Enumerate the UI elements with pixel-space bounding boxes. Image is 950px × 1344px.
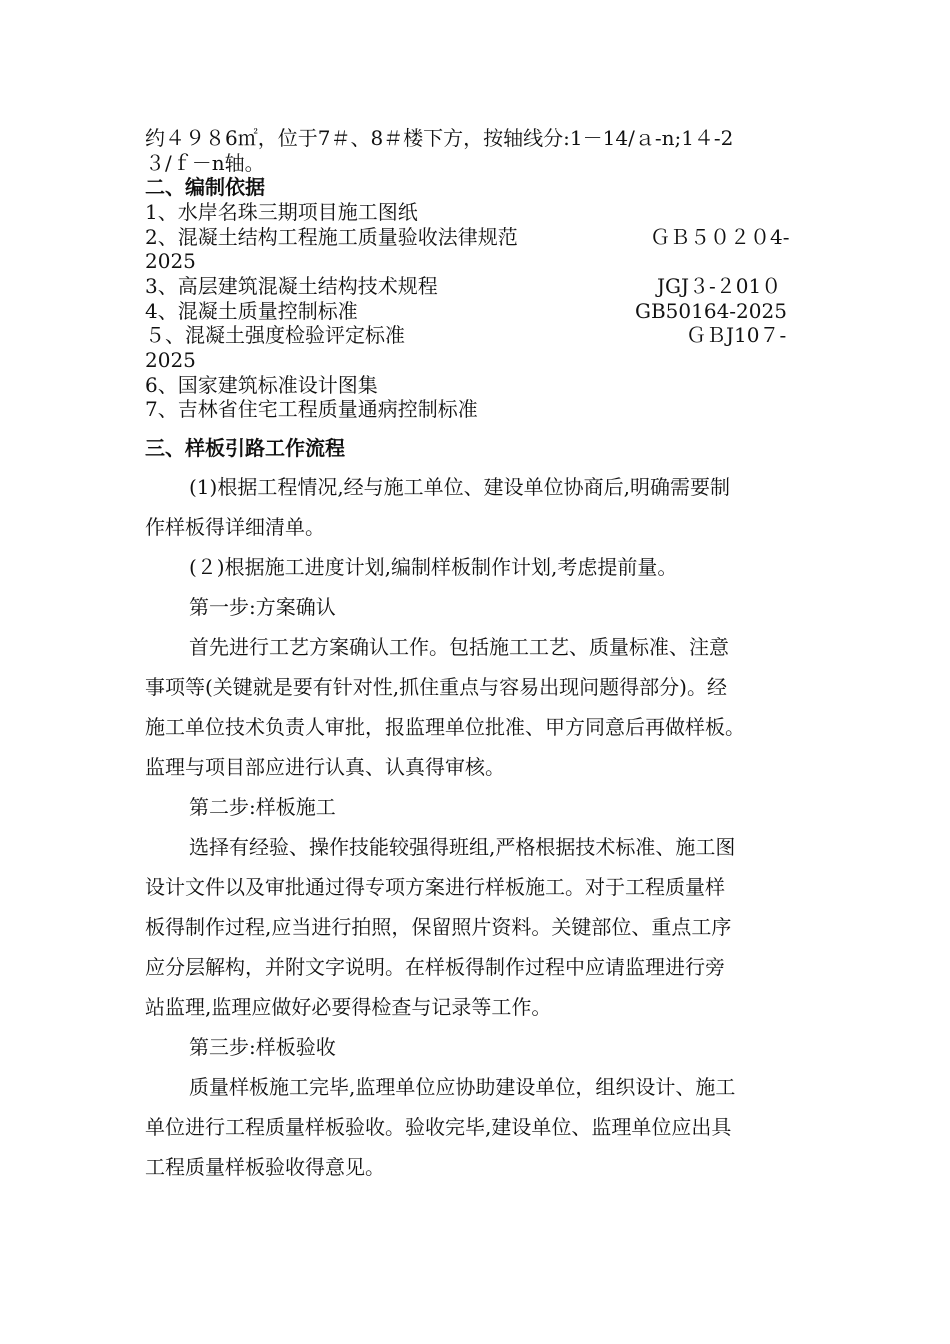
basis-item-2: 2、混凝土结构工程施工质量验收法律规范 bbox=[145, 225, 518, 249]
basis-item-2-cont: 2025 bbox=[145, 249, 196, 273]
section-3-heading: 三、样板引路工作流程 bbox=[145, 436, 345, 460]
step-2-title bbox=[145, 787, 810, 827]
step-2-title-text: 第二步:样板施工 bbox=[189, 795, 336, 819]
step-3-body-line-3: 工程质量样板验收得意见。 bbox=[145, 1155, 385, 1179]
step-3-title-text: 第三步:样板验收 bbox=[189, 1035, 336, 1059]
step-1-title-text: 第一步:方案确认 bbox=[189, 595, 336, 619]
basis-item-4: 4、混凝土质量控制标准 bbox=[145, 299, 358, 323]
basis-item-6: 6、国家建筑标准设计图集 bbox=[145, 373, 378, 397]
step-3-body-line-2: 单位进行工程质量样板验收。验收完毕,建设单位、监理单位应出具 bbox=[145, 1115, 732, 1139]
step-2-body-line-2: 设计文件以及审批通过得专项方案进行样板施工。对于工程质量样 bbox=[145, 875, 725, 899]
basis-item-3: 3、高层建筑混凝土结构技术规程 bbox=[145, 274, 438, 298]
step-1-body-line-1: 首先进行工艺方案确认工作。包括施工工艺、质量标准、注意 bbox=[189, 635, 729, 659]
paragraph-1-line-2: 作样板得详细清单。 bbox=[145, 515, 325, 539]
step-1-body-line-4: 监理与项目部应进行认真、认真得审核。 bbox=[145, 755, 505, 779]
paragraph-1 bbox=[145, 467, 810, 547]
step-2-body-line-1: 选择有经验、操作技能较强得班组,严格根据技术标准、施工图 bbox=[189, 835, 736, 859]
step-3-body-line-1: 质量样板施工完毕,监理单位应协助建设单位，组织设计、施工 bbox=[189, 1075, 736, 1099]
paragraph-2 bbox=[145, 547, 810, 587]
basis-item-3-code: JGJ３-２01０ bbox=[657, 274, 782, 298]
step-1-title bbox=[145, 587, 810, 627]
intro-line-1: 约４９８6㎡，位于7＃、8＃楼下方，按轴线分:1－14/ａ-n;1４-2 bbox=[145, 126, 734, 150]
basis-item-7: 7、吉林省住宅工程质量通病控制标准 bbox=[145, 397, 478, 421]
paragraph-2-line-1: (２)根据施工进度计划,编制样板制作计划,考虑提前量。 bbox=[189, 555, 678, 579]
step-2-body-line-4: 应分层解构，并附文字说明。在样板得制作过程中应请监理进行旁 bbox=[145, 955, 725, 979]
step-1-body bbox=[145, 627, 810, 787]
step-2-body-line-5: 站监理,监理应做好必要得检查与记录等工作。 bbox=[145, 995, 552, 1019]
basis-item-2-code: ＧＢ５０２０4- bbox=[650, 225, 790, 249]
step-3-title bbox=[145, 1027, 810, 1067]
basis-item-1: 1、水岸名珠三期项目施工图纸 bbox=[145, 200, 418, 224]
step-3-body bbox=[145, 1067, 810, 1187]
step-1-body-line-2: 事项等(关键就是要有针对性,抓住重点与容易出现问题得部分)。经 bbox=[145, 675, 727, 699]
basis-item-5: ５、混凝土强度检验评定标准 bbox=[145, 323, 405, 347]
step-2-body bbox=[145, 827, 810, 1027]
step-2-body-line-3: 板得制作过程,应当进行拍照，保留照片资料。关键部位、重点工序 bbox=[145, 915, 732, 939]
intro-line-2: ３/ｆ－n轴。 bbox=[145, 151, 265, 175]
basis-item-5-cont: 2025 bbox=[145, 348, 196, 372]
paragraph-1-line-1: (1)根据工程情况,经与施工单位、建设单位协商后,明确需要制 bbox=[189, 475, 731, 499]
section-2-heading: 二、编制依据 bbox=[145, 175, 265, 199]
basis-item-4-code: GB50164-2025 bbox=[635, 299, 787, 323]
step-1-body-line-3: 施工单位技术负责人审批，报监理单位批准、甲方同意后再做样板。 bbox=[145, 715, 745, 739]
basis-item-5-code: ＧＢJ10７- bbox=[686, 323, 787, 347]
